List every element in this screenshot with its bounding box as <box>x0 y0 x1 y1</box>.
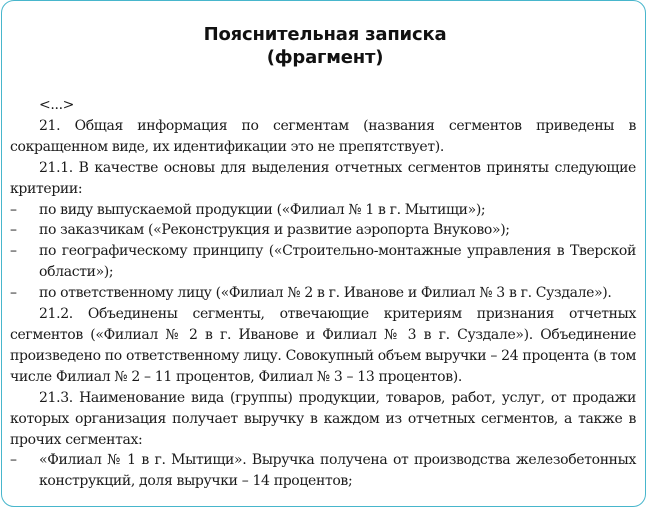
list-item <box>10 283 636 304</box>
list-item <box>10 241 636 283</box>
list-dash: – <box>10 243 17 260</box>
paragraph-21: 21. Общая информация по сегментам (названия сегментов приведены в сокращенном виде, их идентификации это не препятствует). <box>10 117 636 155</box>
paragraph-21-3: 21.3. Наименование вида (группы) продукции, товаров, работ, услуг, от продажи которых организация получает выручку в каждом из отчетных сегментов, а также в прочих сегментах: <box>10 389 636 448</box>
list-item <box>10 200 636 221</box>
list-item-text: по географическому принципу («Строительно-монтажные управления в Тверской области»); <box>39 243 636 281</box>
paragraph-21-1: 21.1. В качестве основы для выделения отчетных сегментов приняты следующие критерии: <box>10 159 636 197</box>
list-item-text: по ответственному лицу («Филиал № 2 в г. Иванове и Филиал № 3 в г. Суздале»). <box>39 285 612 302</box>
document-title: Пояснительная записка <box>203 24 447 45</box>
list-dash: – <box>10 222 17 239</box>
document-subtitle: (фрагмент) <box>266 47 384 68</box>
list-item-text: «Филиал № 1 в г. Мытищи». Выручка получена от производства железобетонных конструкций, доля выручки – 14 процентов; <box>39 452 636 490</box>
ellipsis-marker: <...> <box>39 97 75 113</box>
list-item-text: по виду выпускаемой продукции («Филиал № 1 в г. Мытищи»); <box>39 201 486 218</box>
list-dash: – <box>10 201 17 218</box>
list-dash: – <box>10 452 17 469</box>
list-item <box>10 220 636 241</box>
list-item-text: по заказчикам («Реконструкция и развитие аэропорта Внуково»); <box>39 222 510 239</box>
paragraph-21-2: 21.2. Объединены сегменты, отвечающие критериям признания отчетных сегментов («Филиал № 2 в г. Иванове и Филиал № 3 в г. Суздале»). Объединение произведено по ответственному лицу. Совокупный объем выручки – 24 процента (в том числе Филиал № 2 – 11 процентов, Филиал № 3 – 13 процентов). <box>10 306 636 385</box>
list-dash: – <box>10 285 17 302</box>
list-item <box>10 450 636 492</box>
document-body <box>10 95 636 492</box>
